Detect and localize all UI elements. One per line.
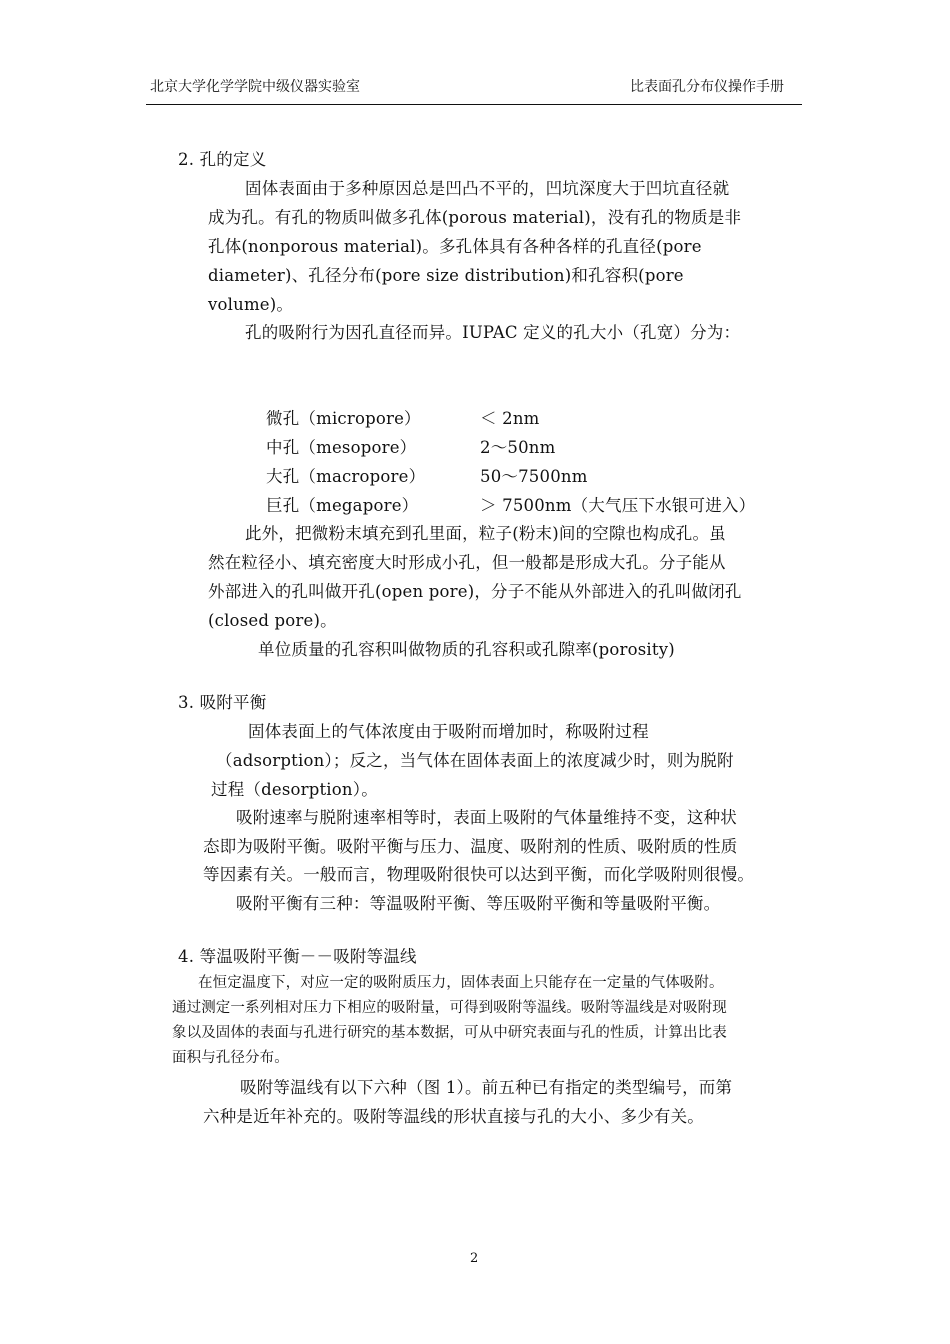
pore-table-name: 中孔（mesopore） — [266, 438, 417, 457]
section-2-p3-line-3: 外部进入的孔叫做开孔(open pore)，分子不能从外部进入的孔叫做闭孔 — [208, 582, 742, 601]
section-3-p1-line-3: 过程（desorption）。 — [211, 780, 378, 799]
page-number: 2 — [470, 1251, 479, 1266]
section-2-p1-line-1: 固体表面由于多种原因总是凹凸不平的，凹坑深度大于凹坑直径就 — [245, 179, 730, 198]
section-2-p1-line-3: 孔体(nonporous material)。多孔体具有各种各样的孔直径(pore — [208, 237, 702, 256]
section-4-p1-line-1: 在恒定温度下，对应一定的吸附质压力，固体表面上只能存在一定量的气体吸附。 — [198, 975, 724, 991]
section-4-p1-line-2: 通过测定一系列相对压力下相应的吸附量，可得到吸附等温线。吸附等温线是对吸附现 — [172, 1000, 727, 1016]
section-2-p1-line-5: volume)。 — [208, 295, 294, 314]
section-2-p3-line-2: 然在粒径小、填充密度大时形成小孔，但一般都是形成大孔。分子能从 — [208, 553, 726, 572]
section-3-p3: 吸附平衡有三种：等温吸附平衡、等压吸附平衡和等量吸附平衡。 — [236, 894, 721, 913]
pore-table-range: 50～7500nm — [480, 467, 588, 486]
section-4-heading: 4. 等温吸附平衡－－吸附等温线 — [178, 947, 417, 966]
pore-table-name: 大孔（macropore） — [266, 467, 426, 486]
section-2-p1-line-2: 成为孔。有孔的物质叫做多孔体(porous material)，没有孔的物质是非 — [208, 208, 742, 227]
section-4-p2-line-2: 六种是近年补充的。吸附等温线的形状直接与孔的大小、多少有关。 — [203, 1107, 704, 1126]
section-4-p1-line-3: 象以及固体的表面与孔进行研究的基本数据，可从中研究表面与孔的性质，计算出比表 — [172, 1025, 727, 1041]
section-3-p2-line-1: 吸附速率与脱附速率相等时，表面上吸附的气体量维持不变，这种状 — [236, 808, 737, 827]
header-left: 北京大学化学学院中级仪器实验室 — [150, 79, 360, 95]
pore-table-range: ＞ 7500nm（大气压下水银可进入） — [480, 496, 756, 515]
section-2-p3-line-1: 此外，把微粉末填充到孔里面，粒子(粉末)间的空隙也构成孔。虽 — [245, 524, 726, 543]
pore-table-range: ＜ 2nm — [480, 409, 540, 428]
section-3-p1-line-1: 固体表面上的气体浓度由于吸附而增加时，称吸附过程 — [248, 722, 649, 741]
pore-table-range: 2～50nm — [480, 438, 556, 457]
section-2-p2: 孔的吸附行为因孔直径而异。IUPAC 定义的孔大小（孔宽）分为： — [245, 323, 741, 342]
section-3-p2-line-3: 等因素有关。一般而言，物理吸附很快可以达到平衡，而化学吸附则很慢。 — [203, 865, 755, 884]
section-2-p4: 单位质量的孔容积叫做物质的孔容积或孔隙率(porosity) — [258, 640, 675, 659]
section-3-heading: 3. 吸附平衡 — [178, 693, 267, 712]
header-rule — [146, 104, 802, 105]
section-4-p1-line-4: 面积与孔径分布。 — [172, 1050, 289, 1066]
header-right: 比表面孔分布仪操作手册 — [630, 79, 784, 95]
section-2-p1-line-4: diameter)、孔径分布(pore size distribution)和孔容积(pore — [208, 266, 684, 285]
pore-table-name: 巨孔（megapore） — [266, 496, 419, 515]
section-3-p1-line-2: （adsorption）；反之，当气体在固体表面上的浓度减少时，则为脱附 — [216, 751, 734, 770]
section-2-p3-line-4: (closed pore)。 — [208, 611, 337, 630]
section-4-p2-line-1: 吸附等温线有以下六种（图 1）。前五种已有指定的类型编号，而第 — [240, 1078, 733, 1097]
section-2-heading: 2. 孔的定义 — [178, 150, 267, 169]
pore-table-name: 微孔（micropore） — [266, 409, 421, 428]
section-3-p2-line-2: 态即为吸附平衡。吸附平衡与压力、温度、吸附剂的性质、吸附质的性质 — [203, 837, 738, 856]
